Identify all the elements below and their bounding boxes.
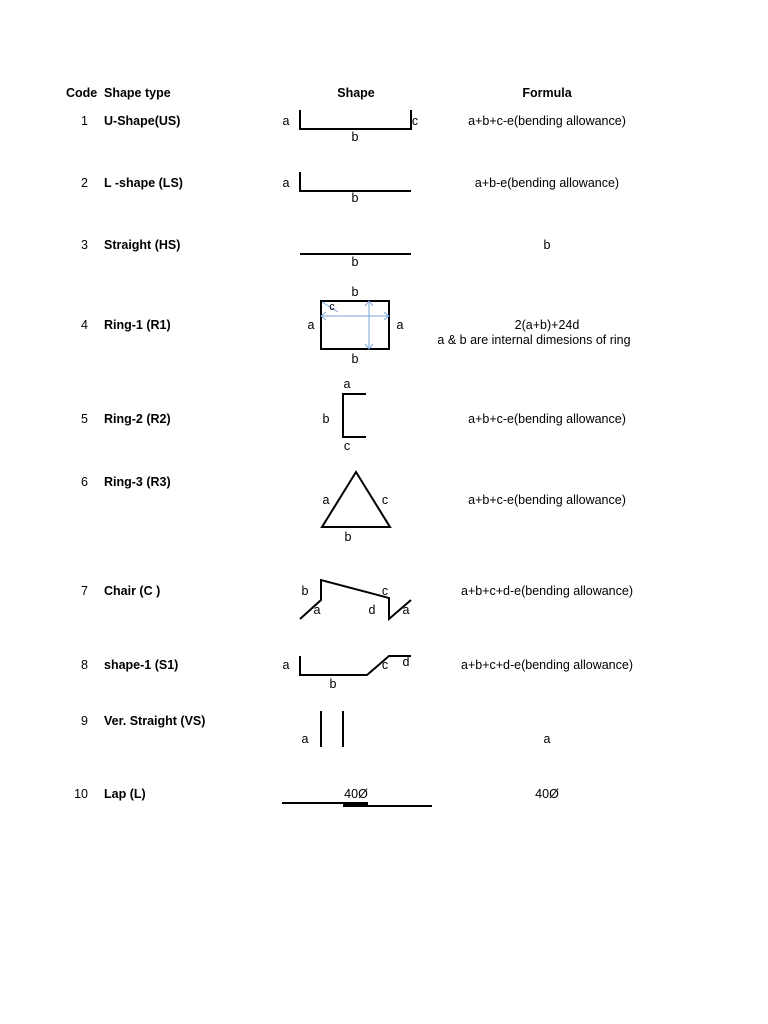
row-1-label-c: c xyxy=(411,114,419,128)
row-2-label-b: b xyxy=(351,191,359,205)
row-6-label-c: c xyxy=(381,493,389,507)
ring-3-triangle xyxy=(322,472,390,527)
row-1-label-a: a xyxy=(282,114,290,128)
row-7-formula: a+b+c+d-e(bending allowance) xyxy=(461,584,633,598)
shape-1-bar xyxy=(300,656,411,675)
row-5-label-a: a xyxy=(343,377,351,391)
row-7-label-b: b xyxy=(301,584,309,598)
row-1-formula: a+b+c-e(bending allowance) xyxy=(468,114,626,128)
row-6-label-b: b xyxy=(344,530,352,544)
row-7-type: Chair (C ) xyxy=(104,584,161,598)
row-1-code: 1 xyxy=(81,114,88,128)
row-7-label-a-left: a xyxy=(313,603,321,617)
row-3-code: 3 xyxy=(81,238,88,252)
row-6-code: 6 xyxy=(81,475,88,489)
row-3-type: Straight (HS) xyxy=(104,238,181,252)
ring-2-bar xyxy=(343,394,366,437)
row-8-label-d: d xyxy=(402,655,410,669)
row-7-label-a-right: a xyxy=(402,603,410,617)
l-shape-bar xyxy=(300,172,411,191)
row-5-code: 5 xyxy=(81,412,88,426)
row-10-formula: 40Ø xyxy=(535,787,559,801)
row-4-formula: 2(a+b)+24d xyxy=(514,318,580,332)
row-4-label-a-left: a xyxy=(307,318,315,332)
row-2-formula: a+b-e(bending allowance) xyxy=(474,176,620,190)
row-4-label-b-top: b xyxy=(351,285,359,299)
row-4-note: a & b are internal dimesions of ring xyxy=(437,333,631,347)
row-7-label-c: c xyxy=(381,584,389,598)
row-5-label-c: c xyxy=(343,439,351,453)
row-4-label-a-right: a xyxy=(396,318,404,332)
row-1-label-b: b xyxy=(351,130,359,144)
row-8-code: 8 xyxy=(81,658,88,672)
row-2-type: L -shape (LS) xyxy=(104,176,183,190)
row-9-formula: a xyxy=(543,732,551,746)
row-8-formula: a+b+c+d-e(bending allowance) xyxy=(461,658,633,672)
row-7-code: 7 xyxy=(81,584,88,598)
header-formula: Formula xyxy=(522,86,572,100)
row-3-label-b: b xyxy=(351,255,359,269)
header-code: Code xyxy=(66,86,98,100)
row-4-label-c: c xyxy=(329,301,335,313)
row-5-type: Ring-2 (R2) xyxy=(104,412,171,426)
row-4-code: 4 xyxy=(81,318,88,332)
row-7-label-d: d xyxy=(368,603,376,617)
u-shape-bar xyxy=(300,110,411,129)
row-6-label-a: a xyxy=(322,493,330,507)
row-9-code: 9 xyxy=(81,714,88,728)
row-10-code: 10 xyxy=(74,787,88,801)
row-5-formula: a+b+c-e(bending allowance) xyxy=(468,412,626,426)
row-9-label-a: a xyxy=(301,732,309,746)
row-2-label-a: a xyxy=(282,176,290,190)
row-3-formula: b xyxy=(543,238,551,252)
row-5-label-b: b xyxy=(322,412,330,426)
row-10-label-lap: 40Ø xyxy=(344,787,368,801)
row-8-label-c: c xyxy=(381,658,389,672)
row-6-type: Ring-3 (R3) xyxy=(104,475,171,489)
row-8-label-a: a xyxy=(282,658,290,672)
row-9-type: Ver. Straight (VS) xyxy=(104,714,206,728)
row-4-label-b-bottom: b xyxy=(351,352,359,366)
header-shape: Shape xyxy=(337,86,375,100)
row-8-label-b: b xyxy=(329,677,337,691)
row-6-formula: a+b+c-e(bending allowance) xyxy=(468,493,626,507)
row-4-type: Ring-1 (R1) xyxy=(104,318,171,332)
row-1-type: U-Shape(US) xyxy=(104,114,181,128)
row-8-type: shape-1 (S1) xyxy=(104,658,179,672)
row-2-code: 2 xyxy=(81,176,88,190)
row-10-type: Lap (L) xyxy=(104,787,146,801)
header-shape-type: Shape type xyxy=(104,86,171,100)
